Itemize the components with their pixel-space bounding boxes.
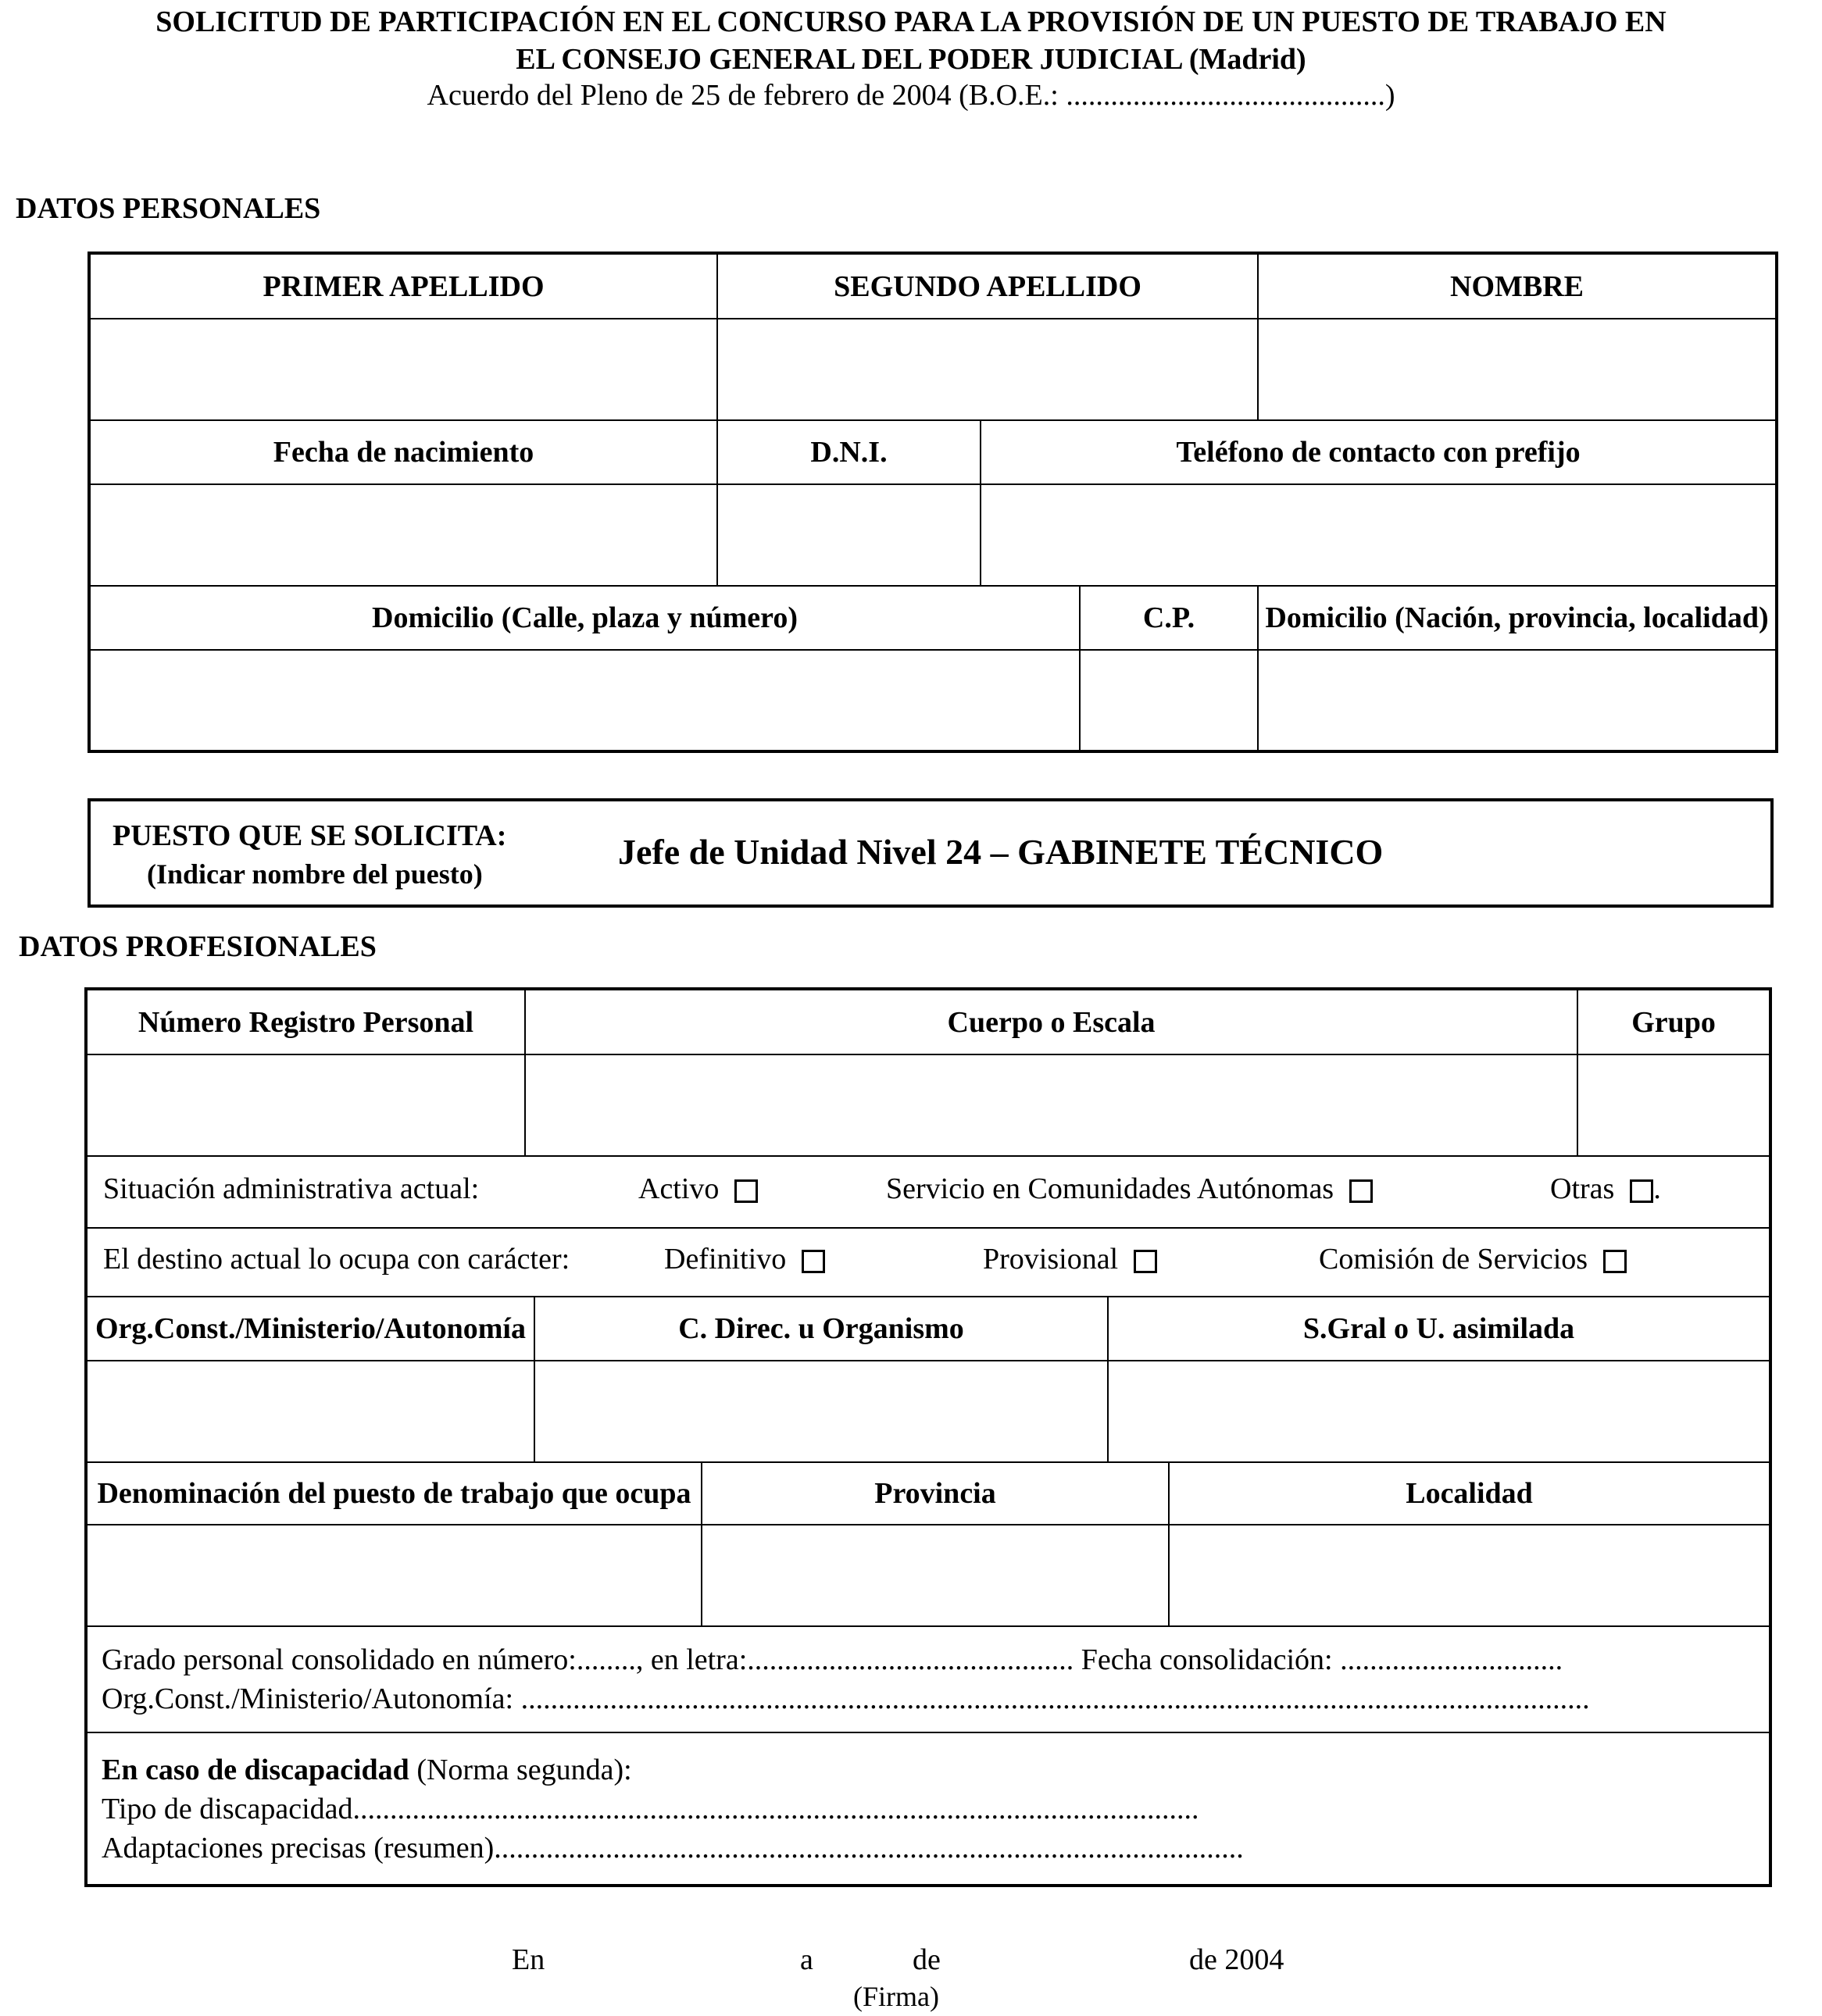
checkbox-otras[interactable]: [1630, 1179, 1653, 1203]
grado-line[interactable]: Grado personal consolidado en número:........, en letra:............................................ Fecha consolidación: ..............................: [102, 1643, 1563, 1676]
option-comision[interactable]: [1319, 1242, 1627, 1276]
input-domicilio-calle[interactable]: [89, 650, 1080, 751]
puesto-label: PUESTO QUE SE SOLICITA:: [113, 819, 507, 852]
option-otras[interactable]: [1550, 1172, 1661, 1206]
discapacidad-label-rest: (Norma segunda):: [409, 1753, 632, 1786]
discapacidad-row: [86, 1732, 1770, 1886]
input-denominacion[interactable]: [86, 1525, 702, 1626]
input-segundo-apellido[interactable]: [717, 319, 1258, 420]
option-comunidades-label: Servicio en Comunidades Autónomas: [886, 1172, 1334, 1205]
footer-de-2004: de 2004: [1189, 1943, 1284, 1976]
puesto-value[interactable]: Jefe de Unidad Nivel 24 – GABINETE TÉCNICO: [618, 832, 1384, 872]
document-title-line2: EL CONSEJO GENERAL DEL PODER JUDICIAL (Madrid): [516, 43, 1306, 76]
input-numero-registro[interactable]: [86, 1054, 525, 1156]
situacion-label: Situación administrativa actual:: [103, 1172, 480, 1205]
option-comision-label: Comisión de Servicios: [1319, 1243, 1588, 1276]
input-nombre[interactable]: [1258, 319, 1777, 420]
checkbox-definitivo[interactable]: [802, 1250, 825, 1273]
input-cuerpo-escala[interactable]: [525, 1054, 1577, 1156]
input-org-const[interactable]: [86, 1361, 534, 1462]
option-otras-label: Otras: [1550, 1172, 1615, 1205]
header-telefono: Teléfono de contacto con prefijo: [981, 420, 1777, 484]
input-domicilio-nacion[interactable]: [1258, 650, 1777, 751]
header-segundo-apellido: SEGUNDO APELLIDO: [717, 253, 1258, 319]
header-fecha-nacimiento: Fecha de nacimiento: [89, 420, 717, 484]
input-primer-apellido[interactable]: [89, 319, 717, 420]
header-cuerpo-escala: Cuerpo o Escala: [525, 989, 1577, 1054]
header-grupo: Grupo: [1577, 989, 1770, 1054]
org-const-line[interactable]: Org.Const./Ministerio/Autonomía: ................................................................................................................................................: [102, 1682, 1590, 1715]
tipo-discapacidad-line[interactable]: Tipo de discapacidad..................................................................................................................: [102, 1792, 1199, 1825]
header-org-const: Org.Const./Ministerio/Autonomía: [86, 1297, 534, 1361]
checkbox-comunidades[interactable]: [1349, 1179, 1373, 1203]
document-title-line1: SOLICITUD DE PARTICIPACIÓN EN EL CONCURSO PARA LA PROVISIÓN DE UN PUESTO DE TRABAJO EN: [155, 5, 1667, 38]
adaptaciones-line[interactable]: Adaptaciones precisas (resumen).....................................................................................................: [102, 1831, 1244, 1864]
checkbox-comision[interactable]: [1603, 1250, 1627, 1273]
footer-a: a: [800, 1943, 813, 1976]
section-datos-personales: DATOS PERSONALES: [16, 192, 321, 225]
input-localidad[interactable]: [1169, 1525, 1770, 1626]
header-domicilio-nacion: Domicilio (Nación, provincia, localidad): [1258, 586, 1777, 650]
puesto-hint: (Indicar nombre del puesto): [147, 858, 483, 890]
footer-en: En: [512, 1943, 545, 1976]
header-localidad: Localidad: [1169, 1462, 1770, 1525]
option-definitivo-label: Definitivo: [664, 1243, 787, 1276]
option-otras-period: .: [1653, 1172, 1661, 1205]
destino-label: El destino actual lo ocupa con carácter:: [103, 1243, 570, 1276]
checkbox-activo[interactable]: [734, 1179, 758, 1203]
header-c-direc: C. Direc. u Organismo: [534, 1297, 1108, 1361]
footer-firma: (Firma): [853, 1981, 939, 2012]
professional-data-table: [84, 987, 1772, 1887]
input-grupo[interactable]: [1577, 1054, 1770, 1156]
discapacidad-heading: [88, 1750, 1769, 1789]
section-datos-profesionales: DATOS PROFESIONALES: [19, 930, 377, 963]
header-nombre: NOMBRE: [1258, 253, 1777, 319]
input-fecha-nacimiento[interactable]: [89, 484, 717, 586]
puesto-solicitado-box: [88, 798, 1774, 908]
input-dni[interactable]: [717, 484, 981, 586]
grado-row: [86, 1626, 1770, 1732]
header-provincia: Provincia: [702, 1462, 1169, 1525]
footer-de: de: [913, 1943, 941, 1976]
input-cp[interactable]: [1080, 650, 1258, 751]
header-denominacion: Denominación del puesto de trabajo que ocupa: [86, 1462, 702, 1525]
header-dni: D.N.I.: [717, 420, 981, 484]
input-telefono[interactable]: [981, 484, 1777, 586]
header-numero-registro: Número Registro Personal: [86, 989, 525, 1054]
document-subtitle: Acuerdo del Pleno de 25 de febrero de 2004 (B.O.E.: ...........................................): [427, 79, 1395, 112]
option-provisional[interactable]: [983, 1242, 1157, 1276]
situacion-row: [86, 1156, 1770, 1228]
discapacidad-label-bold: En caso de discapacidad: [102, 1753, 409, 1786]
option-activo[interactable]: [638, 1172, 758, 1206]
header-s-gral: S.Gral o U. asimilada: [1108, 1297, 1770, 1361]
input-c-direc[interactable]: [534, 1361, 1108, 1462]
option-comunidades[interactable]: [886, 1172, 1373, 1206]
checkbox-provisional[interactable]: [1134, 1250, 1157, 1273]
header-domicilio-calle: Domicilio (Calle, plaza y número): [89, 586, 1080, 650]
personal-data-table: [88, 252, 1778, 753]
input-provincia[interactable]: [702, 1525, 1169, 1626]
header-cp: C.P.: [1080, 586, 1258, 650]
header-primer-apellido: PRIMER APELLIDO: [89, 253, 717, 319]
option-definitivo[interactable]: [664, 1242, 825, 1276]
option-provisional-label: Provisional: [983, 1243, 1119, 1276]
option-activo-label: Activo: [638, 1172, 720, 1205]
destino-row: [86, 1228, 1770, 1297]
input-s-gral[interactable]: [1108, 1361, 1770, 1462]
